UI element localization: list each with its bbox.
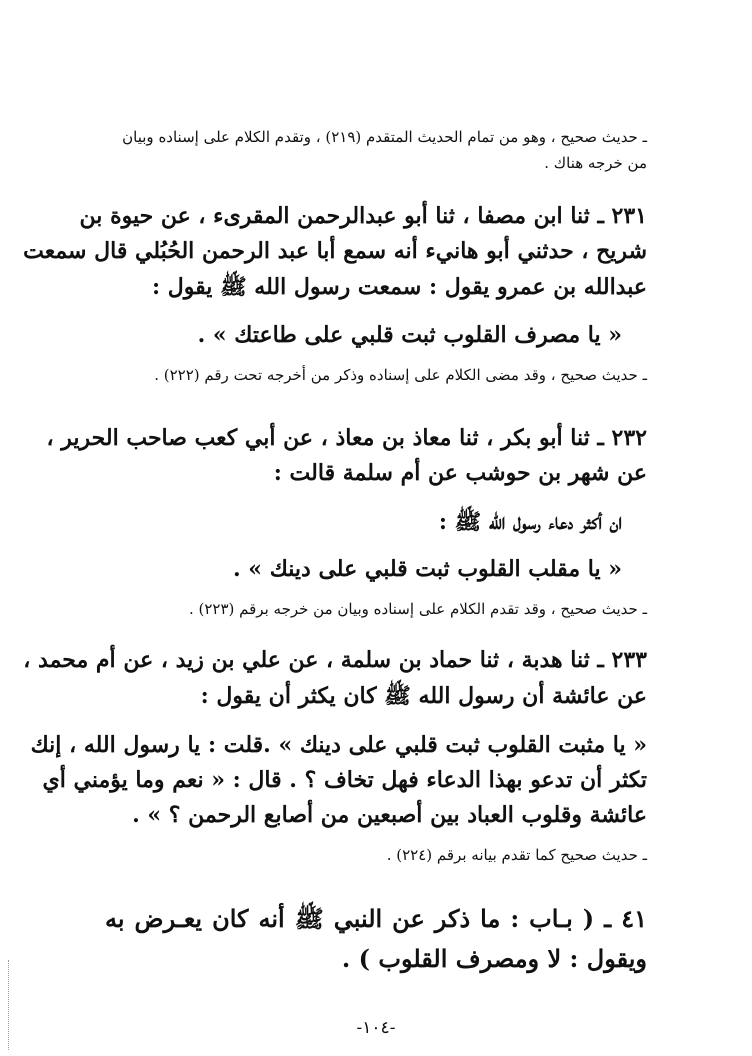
footnote-line: ـ حديث صحيح ، وهو من تمام الحديث المتقدم (٢١٩) ، وتقدم الكلام على إسناده وبيان — [122, 128, 647, 146]
hadith-233-line-4: تكثر أن تدعو بهذا الدعاء فهل تخاف ؟ . قال : « نعم وما يؤمني أي — [42, 767, 647, 793]
hadith-231-line-2: شريح ، حدثني أبو هانيء أنه سمع أبا عبد الرحمن الحُبُلي قال سمعت — [23, 238, 647, 264]
hadith-233-footnote: ـ حديث صحيح كما تقدم بيانه برقم (٢٢٤) . — [386, 846, 647, 864]
hadith-232-quote: « يا مقلب القلوب ثبت قلبي على دينك » . — [232, 556, 622, 582]
hadith-231-quote: « يا مصرف القلوب ثبت قلبي على طاعتك » . — [197, 322, 622, 348]
footnote-line: من خرجه هناك . — [544, 154, 647, 172]
hadith-232-line-3: ان أكثر دعاء رسول الله ﷺ : — [438, 509, 622, 535]
hadith-232-line-2: عن شهر بن حوشب عن أم سلمة قالت : — [273, 460, 647, 486]
hadith-232-footnote: ـ حديث صحيح ، وقد تقدم الكلام على إسناده وبيان من خرجه برقم (٢٢٣) . — [188, 600, 647, 618]
hadith-231-line-1: ٢٣١ ـ ثنا ابن مصفا ، ثنا أبو عبدالرحمن المقرىء ، عن حيوة بن — [79, 203, 647, 229]
hadith-231-footnote: ـ حديث صحيح ، وقد مضى الكلام على إسناده وذكر من أخرجه تحت رقم (٢٢٢) . — [154, 366, 647, 384]
chapter-41-heading-cont: ويقول : لا ومصرف القلوب ) . — [341, 944, 647, 973]
hadith-233-line-3: « يا مثبت القلوب ثبت قلبي على دينك » .قلت : يا رسول الله ، إنك — [30, 732, 647, 758]
hadith-233-line-2: عن عائشة أن رسول الله ﷺ كان يكثر أن يقول : — [200, 683, 647, 709]
hadith-232-line-1: ٢٣٢ ـ ثنا أبو بكر ، ثنا معاذ بن معاذ ، عن أبي كعب صاحب الحرير ، — [46, 425, 647, 451]
hadith-233-line-1: ٢٣٣ ـ ثنا هدبة ، ثنا حماد بن سلمة ، عن علي بن زيد ، عن أم محمد ، — [23, 647, 647, 673]
chapter-41-heading: ٤١ ـ ( بـاب : ما ذكر عن النبي ﷺ أنه كان يعـرض به — [105, 904, 647, 933]
hadith-233-line-5: عائشة وقلوب العباد بين أصبعين من أصابع الرحمن ؟ » . — [132, 802, 647, 828]
margin-scan-mark — [8, 960, 10, 1050]
page-number: -١٠٤- — [356, 1018, 396, 1038]
hadith-231-line-3: عبدالله بن عمرو يقول : سمعت رسول الله ﷺ يقول : — [152, 274, 647, 300]
